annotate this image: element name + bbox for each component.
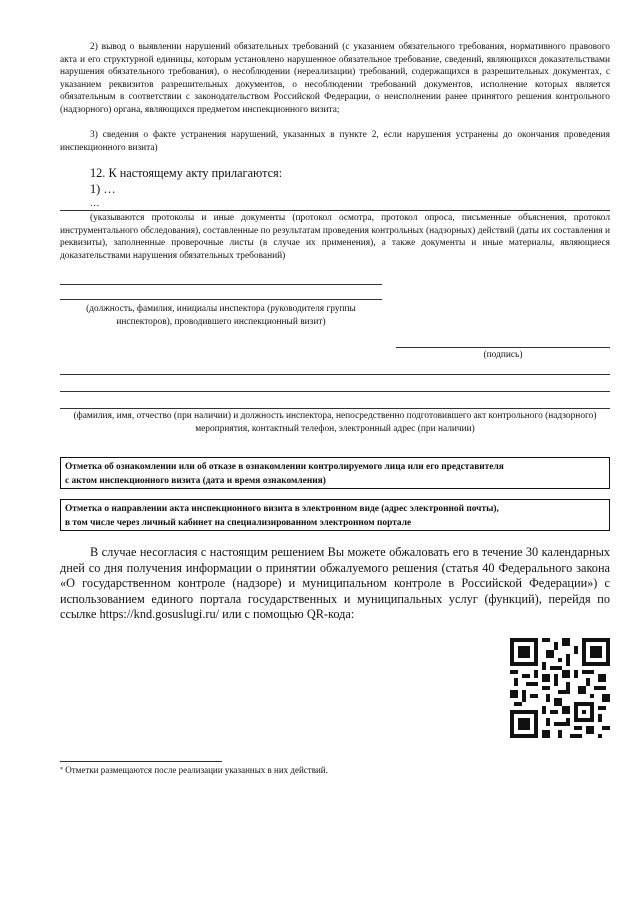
preparer-line-2	[60, 391, 610, 392]
signature-line	[396, 347, 610, 348]
footnote-separator	[60, 761, 222, 762]
attachments-note: (указываются протоколы и иные документы (протокол осмотра, протокол опроса, письменные объяснения, протокол инструментального обследования), составленные по результатам проведения контрольных (надзорных) действий (даты их составления и реквизиты), заполненные проверочные листы (в случае их применения), а также документы и иные материалы, являющиеся доказательствами нарушения обязательных требований)	[60, 213, 610, 261]
sending-mark-box	[60, 499, 610, 531]
acquaintance-mark-box	[60, 457, 610, 489]
inspector-line-2	[60, 299, 382, 300]
attachment-item-1: 1) …	[90, 182, 116, 196]
acquaintance-line-2: с актом инспекционного визита (дата и время ознакомления)	[65, 476, 326, 486]
inspector-line-1	[60, 284, 382, 285]
sending-line-2: в том числе через личный кабинет на специализированном электронном портале	[65, 518, 412, 528]
preparer-line-3	[60, 408, 610, 409]
footnote	[60, 764, 560, 776]
inspector-caption: (должность, фамилия, инициалы инспектора (руководителя группы инспекторов), проводившего инспекционный визит)	[86, 304, 356, 327]
qr-code-icon[interactable]	[510, 638, 610, 738]
result-item-2: 2) вывод о выявлении нарушений обязательных требований (с указанием обязательного требования, нормативного правового акта и его структурной единицы, которым установлено нарушенное обязательное требование, сведений, являющихся доказательствами нарушения обязательного требования), о несоблюдении (нереализации) требований, содержащихся в разрешительных документах, с указанием реквизитов разрешительных документов, о несоблюдении требований документов, исполнение которых является обязательным в соответствии с законодательством Российской Федерации, о неисполнении ранее принятого решения контрольного (надзорного) органа, являющихся предметом инспекционного визита;	[60, 42, 610, 115]
attachment-ellipsis: …	[90, 199, 100, 209]
result-item-3: 3) сведения о факте устранения нарушений, указанных в пункте 2, если нарушения устранены до окончания проведения инспекционного визита)	[60, 130, 610, 153]
acquaintance-line-1: Отметка об ознакомлении или об отказе в ознакомлении контролируемого лица или его представителя	[65, 462, 504, 472]
preparer-line-1	[60, 374, 610, 375]
footnote-mark: *	[60, 767, 63, 773]
preparer-caption: (фамилия, имя, отчество (при наличии) и должность инспектора, непосредственно подготовившего акт контрольного (надзорного) мероприятия, контактный телефон, электронный адрес (при наличии)	[73, 411, 597, 434]
attachments-heading: 12. К настоящему акту прилагаются:	[90, 166, 283, 180]
attachments-line	[60, 210, 610, 211]
appeal-paragraph: В случае несогласия с настоящим решением Вы можете обжаловать его в течение 30 календарных дней со дня получения информации о принятии обжалуемого решения (статья 40 Федерального закона «О государственном контроле (надзоре) и муниципальном контроле в Российской Федерации») с использованием единого портала государственных и муниципальных услуг (функций), перейдя по ссылке https://knd.gosuslugi.ru/ или с помощью QR-кода:	[60, 545, 610, 622]
footnote-text: Отметки размещаются после реализации указанных в них действий.	[65, 765, 328, 775]
signature-caption: (подпись)	[483, 350, 523, 360]
sending-line-1: Отметка о направлении акта инспекционного визита в электронном виде (адрес электронной почты),	[65, 504, 499, 514]
